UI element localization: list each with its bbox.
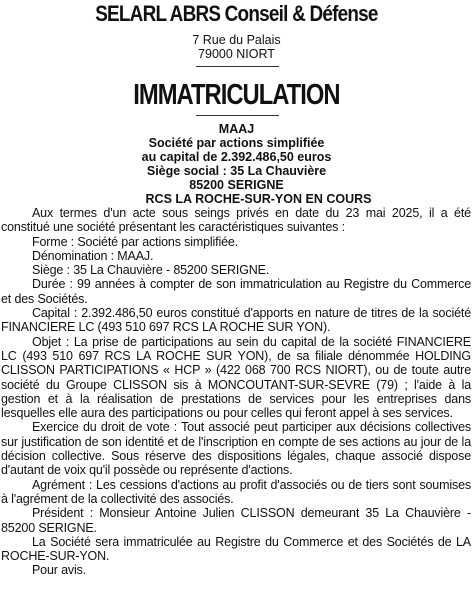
paragraph-president: Président : Monsieur Antoine Julien CLISSON demeurant 35 La Chauvière - 85200 SERIGNE.: [1, 506, 471, 535]
paragraph-capital: Capital : 2.392.486,50 euros constitué d'apports en nature de titres de la société FINANCIERE LC (493 510 697 RCS LA ROCHE SUR YON).: [1, 306, 471, 335]
company-rcs: RCS LA ROCHE-SUR-YON EN COURS: [145, 192, 372, 206]
paragraph-closing: Pour avis.: [32, 563, 87, 578]
company-seat: Siège social : 35 La Chauvière: [146, 164, 327, 178]
divider-bottom: [196, 115, 279, 116]
company-city: 85200 SERIGNE: [189, 178, 284, 192]
firm-address-street: 7 Rue du Palais: [192, 33, 281, 47]
notice-title: IMMATRICULATION: [133, 79, 340, 111]
firm-name: SELARL ABRS Conseil & Défense: [95, 1, 378, 26]
paragraph-duration: Durée : 99 années à compter de son immatriculation au Registre du Commerce et des Sociétés.: [1, 277, 471, 306]
company-capital: au capital de 2.392.486,50 euros: [141, 150, 332, 164]
divider-top: [196, 66, 279, 67]
paragraph-form: Forme : Société par actions simplifiée.: [32, 234, 239, 249]
paragraph-approval: Agrément : Les cessions d'actions au profit d'associés ou de tiers sont soumises à l'agrément de la collectivité des associés.: [1, 477, 471, 506]
firm-address-city: 79000 NIORT: [198, 47, 275, 61]
notice-body: [1, 206, 471, 578]
company-name: MAAJ: [218, 122, 255, 136]
paragraph-registration: La Société sera immatriculée au Registre du Commerce et des Sociétés de LA ROCHE-SUR-YON.: [1, 534, 471, 564]
paragraph-denomination: Dénomination : MAAJ.: [32, 248, 154, 263]
paragraph-intro: Aux termes d'un acte sous seings privés en date du 23 mai 2025, il a été constitué une société présentant les caractéristiques suivantes :: [1, 206, 471, 235]
paragraph-object: Objet : La prise de participations au sein du capital de la société FINANCIERE LC (493 510 697 RCS LA ROCHE SUR YON), de sa filiale dénommée HOLDING CLISSON PARTICIPATIONS « HCP » (422 068 700 RCS NIORT), ou de toute autre société du Groupe CLISSON sis à MONCOUTANT-SUR-SEVRE (79) ; l'aide à la gestion et à la réalisation de prestations de services pour les entreprises dans lesquelles elle aura des participations ou pour celles qui feront appel à ses services.: [1, 334, 471, 421]
paragraph-voting-rights: Exercice du droit de vote : Tout associé peut participer aux décisions collectives sur justification de son identité et de l'inscription en compte de ses actions au jour de la décision collective. Sous réserve des dispositions légales, chaque associé dispose d'autant de voix qu'il possède ou représente d'actions.: [1, 420, 471, 478]
company-form: Société par actions simplifiée: [148, 136, 325, 150]
paragraph-seat: Siège : 35 La Chauvière - 85200 SERIGNE.: [32, 263, 270, 278]
